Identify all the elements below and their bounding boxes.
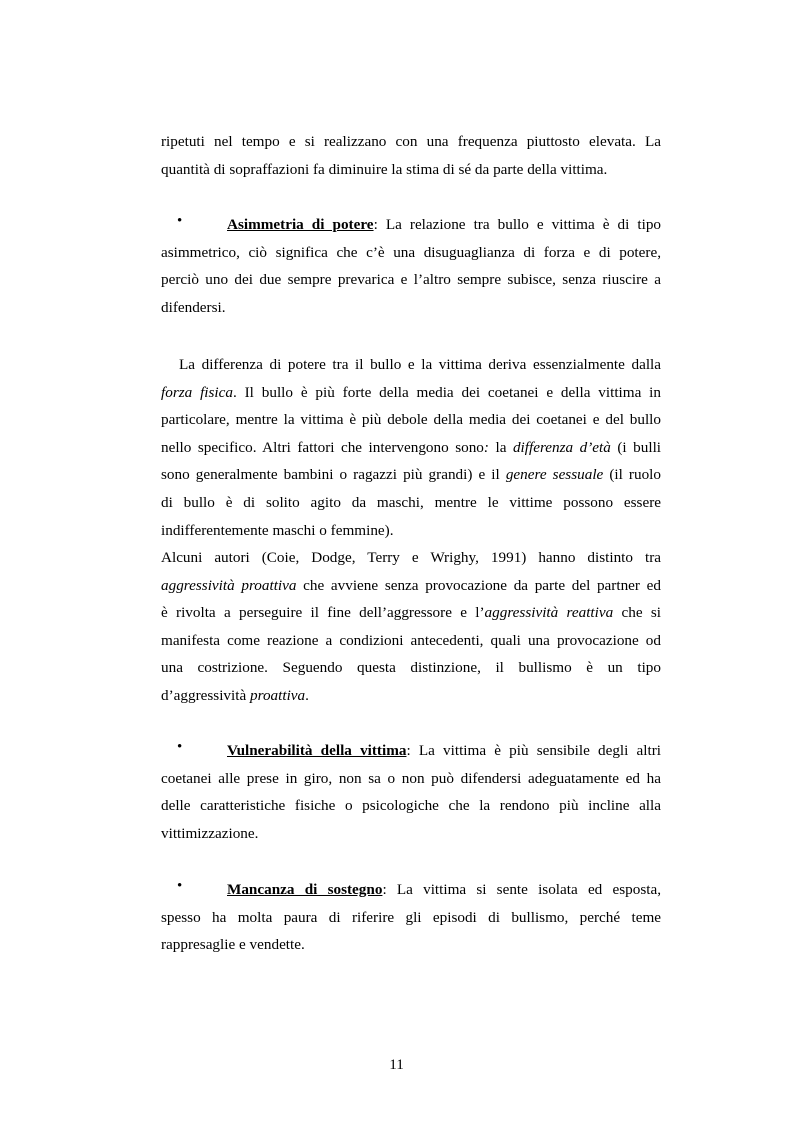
page-number: 11 [389, 1056, 404, 1073]
differenza-line-4-start: nello specifico. Altri fattori che intervengono sono [161, 438, 484, 456]
differenza-line-4-colon: : [483, 438, 489, 456]
autori-line-6-end: . [305, 686, 309, 704]
differenza-line-5-end: (il ruolo [603, 466, 661, 484]
autori-line-1: Alcuni autori (Coie, Dodge, Terry e Wrighy, 1991) hanno distinto tra [161, 549, 661, 566]
differenza-line-6: di bullo è di solito agito da maschi, mentre le vittime possono essere [161, 493, 661, 511]
differenza-line-4 [161, 434, 661, 462]
mancanza-line-2: spesso ha molta paura di riferire gli episodi di bullismo, perché teme [161, 908, 661, 926]
bullet-mancanza: • [177, 878, 183, 894]
autori-line-2 [161, 572, 661, 600]
asimmetria-term: Asimmetria di potere [227, 216, 374, 233]
vulnerabilita-line-4: vittimizzazione. [161, 824, 259, 842]
asimmetria-line-2: asimmetrico, ciò significa che c’è una disuguaglianza di forza e di potere, [161, 243, 661, 261]
vulnerabilita-term: Vulnerabilità della vittima [227, 742, 407, 759]
vulnerabilita-line-2: coetanei alle prese in giro, non sa o non può difendersi adeguatamente ed ha [161, 769, 661, 787]
autori-line-5: una costrizione. Seguendo questa distinzione, il bullismo è un tipo [161, 659, 661, 677]
intro-paragraph [161, 128, 661, 183]
differenza-eta-term: differenza d’età [512, 438, 611, 456]
autori-line-6 [161, 682, 661, 710]
asimmetria-line-1-rest: : La relazione tra bullo e vittima è di tipo [373, 216, 662, 233]
vulnerabilita-line-1-rest: : La vittima è più sensibile degli altri [406, 742, 661, 759]
differenza-paragraph [161, 351, 661, 544]
bullet-asimmetria: • [177, 213, 183, 229]
mancanza-term: Mancanza di sostegno [227, 881, 383, 898]
autori-line-3-start: è rivolta a perseguire il fine dell’aggressore e l’ [161, 604, 485, 622]
mancanza-paragraph [161, 876, 661, 959]
autori-line-6-start: d’aggressività [161, 686, 250, 704]
asimmetria-paragraph [161, 211, 661, 321]
differenza-line-4-end: (i bulli [610, 438, 662, 456]
autori-line-3-end: che si [613, 604, 661, 622]
bullet-vulnerabilita: • [177, 739, 183, 755]
intro-line-1: ripetuti nel tempo e si realizzano con una frequenza piuttosto elevata. La [161, 133, 661, 150]
autori-line-4: manifesta come reazione a condizioni antecedenti, quali una provocazione od [161, 631, 661, 649]
differenza-line-5 [161, 461, 661, 489]
mancanza-line-3: rappresaglie e vendette. [161, 936, 305, 954]
intro-line-2: quantità di sopraffazioni fa diminuire la stima di sé da parte della vittima. [161, 160, 608, 178]
proattiva-term: proattiva [250, 686, 306, 704]
aggressivita-proattiva-term: aggressività proattiva [161, 576, 297, 594]
aggressivita-reattiva-term: aggressività reattiva [484, 604, 614, 622]
differenza-line-2-rest: . Il bullo è più forte della media dei coetanei e della vittima in [232, 383, 661, 401]
differenza-line-5-start: sono generalmente bambini o ragazzi più grandi) e il [161, 466, 506, 484]
autori-line-3 [161, 599, 661, 627]
asimmetria-line-1 [161, 211, 661, 239]
genere-sessuale-term: genere sessuale [505, 466, 604, 484]
mancanza-line-1 [161, 876, 661, 904]
differenza-line-7: indifferentemente maschi o femmine). [161, 521, 394, 539]
differenza-line-3: particolare, mentre la vittima è più debole della media dei coetanei e del bullo [161, 411, 661, 429]
autori-line-2-rest: che avviene senza provocazione da parte del partner ed [296, 576, 661, 594]
forza-fisica-term: forza fisica [161, 383, 233, 401]
asimmetria-line-4: difendersi. [161, 298, 226, 316]
vulnerabilita-line-3: delle caratteristiche fisiche o psicologiche che la rendono più incline alla [161, 797, 661, 815]
autori-paragraph [161, 544, 661, 710]
differenza-line-4-mid: la [488, 438, 513, 456]
vulnerabilita-line-1 [161, 737, 661, 765]
differenza-line-2 [161, 379, 661, 407]
mancanza-line-1-rest: : La vittima si sente isolata ed esposta, [382, 881, 661, 898]
asimmetria-line-3: perciò uno dei due sempre prevarica e l’altro sempre subisce, senza riuscire a [161, 271, 661, 289]
differenza-line-1: La differenza di potere tra il bullo e la vittima deriva essenzialmente dalla [179, 356, 661, 373]
vulnerabilita-paragraph [161, 737, 661, 847]
